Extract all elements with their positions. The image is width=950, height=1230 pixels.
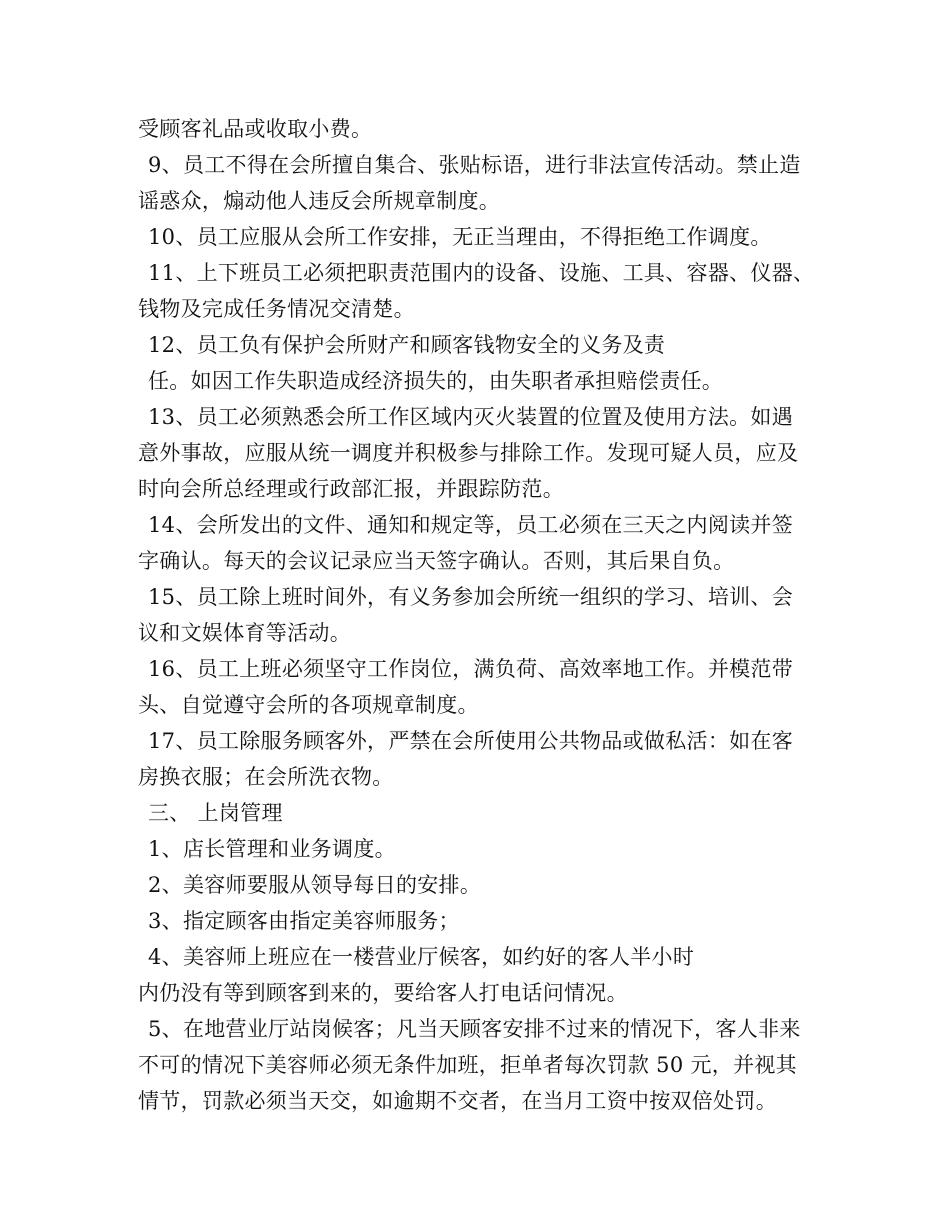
text-line: 房换衣服；在会所洗衣物。 bbox=[138, 765, 394, 789]
text-line: 11、上下班员工必须把职责范围内的设备、设施、工具、容器、仪器、 bbox=[148, 261, 815, 285]
text-line: 10、员工应服从会所工作安排，无正当理由，不得拒绝工作调度。 bbox=[148, 225, 772, 249]
text-line: 3、指定顾客由指定美容师服务； bbox=[148, 909, 460, 933]
text-line: 内仍没有等到顾客到来的，要给客人打电话问情况。 bbox=[138, 981, 628, 1005]
text-line: 5、在地营业厅站岗候客；凡当天顾客安排不过来的情况下，客人非来 bbox=[148, 1017, 801, 1041]
text-line: 钱物及完成任务情况交清楚。 bbox=[138, 297, 415, 321]
text-line: 12、员工负有保护会所财产和顾客钱物安全的义务及责 bbox=[148, 333, 666, 357]
text-line: 13、员工必须熟悉会所工作区域内灭火装置的位置及使用方法。如遇 bbox=[148, 405, 794, 429]
text-line: 情节，罚款必须当天交，如逾期不交者，在当月工资中按双倍处罚。 bbox=[138, 1089, 777, 1113]
text-line: 2、美容师要服从领导每日的安排。 bbox=[148, 873, 482, 897]
section-heading: 三、 上岗管理 bbox=[148, 801, 283, 825]
text-line: 议和文娱体育等活动。 bbox=[138, 621, 351, 645]
text-line: 14、会所发出的文件、通知和规定等，员工必须在三天之内阅读并签 bbox=[148, 513, 794, 537]
text-line: 头、自觉遵守会所的各项规章制度。 bbox=[138, 693, 479, 717]
text-line: 时向会所总经理或行政部汇报，并跟踪防范。 bbox=[138, 477, 564, 501]
text-line: 受顾客礼品或收取小费。 bbox=[138, 117, 373, 141]
text-line: 17、员工除服务顾客外，严禁在会所使用公共物品或做私活：如在客 bbox=[148, 729, 794, 753]
text-line: 15、员工除上班时间外，有义务参加会所统一组织的学习、培训、会 bbox=[148, 585, 794, 609]
text-line: 1、店长管理和业务调度。 bbox=[148, 837, 396, 861]
text-line: 9、员工不得在会所擅自集合、张贴标语，进行非法宣传活动。禁止造 bbox=[148, 153, 801, 177]
text-line: 4、美容师上班应在一楼营业厅候客，如约好的客人半小时 bbox=[148, 945, 695, 969]
text-line: 任。如因工作失职造成经济损失的，由失职者承担赔偿责任。 bbox=[148, 369, 724, 393]
text-line: 字确认。每天的会议记录应当天签字确认。否则，其后果自负。 bbox=[138, 549, 735, 573]
text-line: 16、员工上班必须坚守工作岗位，满负荷、高效率地工作。并模范带 bbox=[148, 657, 794, 681]
text-line: 意外事故，应服从统一调度并积极参与排除工作。发现可疑人员，应及 bbox=[138, 441, 799, 465]
text-line: 不可的情况下美容师必须无条件加班，拒单者每次罚款 50 元，并视其 bbox=[138, 1053, 797, 1077]
text-line: 谣惑众，煽动他人违反会所规章制度。 bbox=[138, 189, 501, 213]
